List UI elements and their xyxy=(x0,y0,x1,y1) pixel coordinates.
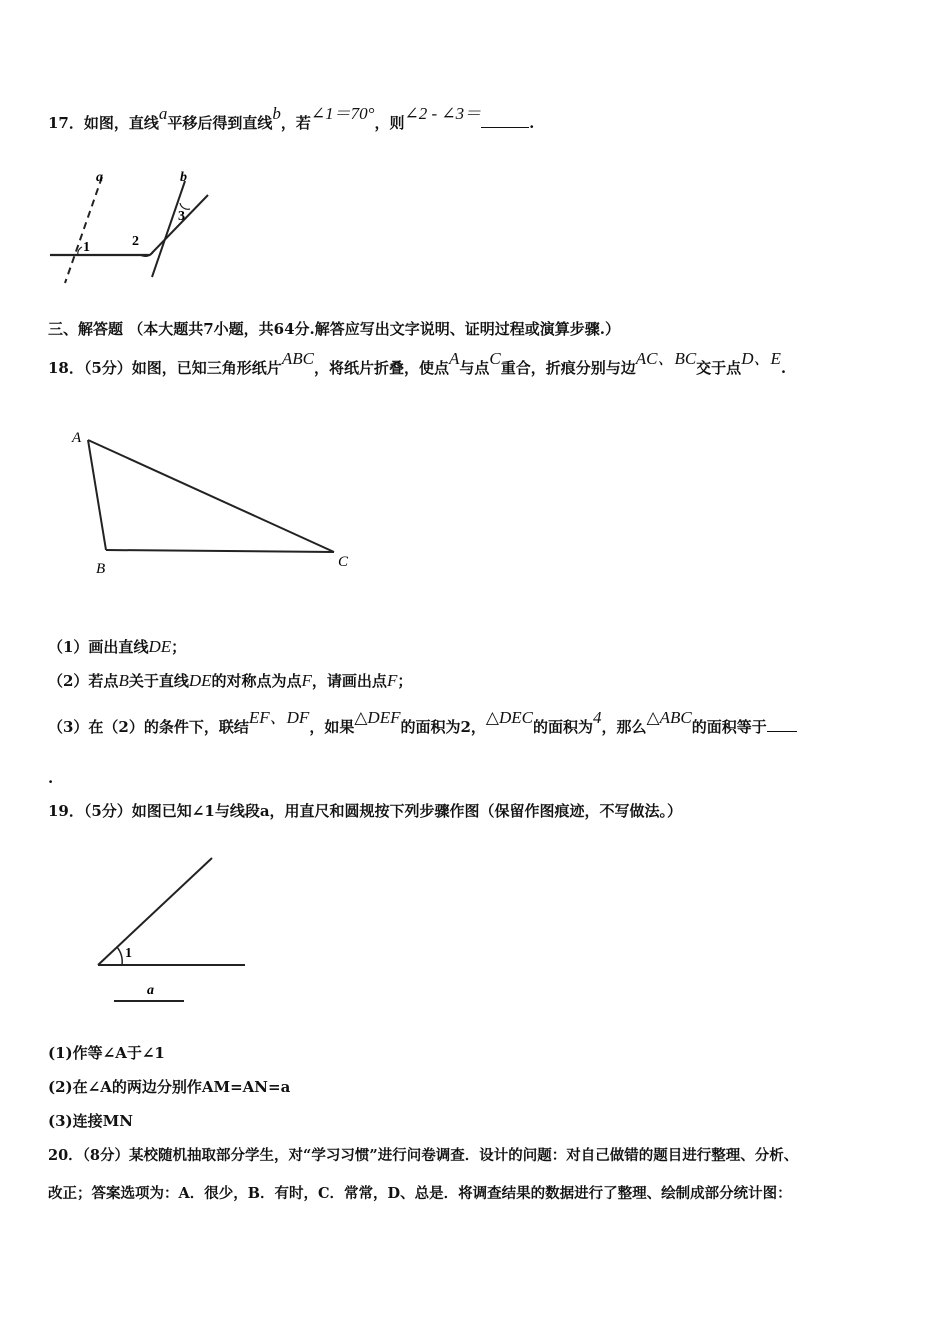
angle-label-2: 2 xyxy=(132,234,139,249)
figure-18-triangle xyxy=(60,420,370,590)
q20-line1: 20．（8分）某校随机抽取部分学生，对“学习习惯”进行问卷调查．设计的问题：对自己做错的题目进行整理、分析、 xyxy=(48,1147,799,1164)
q18-part1: （1）画出直线DE； xyxy=(48,637,187,656)
q20-line2: 改正；答案选项为：A．很少，B．有时，C．常常，D、总是．将调查结果的数据进行了整理、绘制成部分统计图： xyxy=(48,1185,792,1202)
line-label-b: b xyxy=(180,170,187,185)
q17-number: 17． xyxy=(48,114,84,132)
q18-text: 18．（5分）如图，已知三角形纸片ABC，将纸片折叠，使点A与点C重合，折痕分别与边AC、BC交于点D、E. xyxy=(48,349,787,377)
vertex-label-a: A xyxy=(72,430,82,446)
q19-step1: (1)作等∠A于∠1 xyxy=(48,1044,165,1062)
q17-expression: ∠2 - ∠3＝ xyxy=(404,104,482,123)
q18-part3: （3）在（2）的条件下，联结EF、DF，如果△DEF的面积为2，△DEC的面积为4，那么△ABC的面积等于 xyxy=(48,717,797,737)
angle-label-1: 1 xyxy=(125,946,132,961)
answer-blank xyxy=(481,113,529,128)
vertex-label-b: B xyxy=(96,561,106,577)
angle-label-3: 3 xyxy=(178,209,185,224)
q19-text: 19．（5分）如图已知∠1与线段a，用直尺和圆规按下列步骤作图（保留作图痕迹，不写做法。） xyxy=(48,802,683,820)
segment-label-a: a xyxy=(147,983,154,998)
q18-part3-end: . xyxy=(48,769,54,787)
q18-part2: （2）若点B关于直线DE的对称点为点F，请画出点F； xyxy=(48,671,413,690)
q17-text: 17．如图，直线a平移后得到直线b，若∠1＝70°，则∠2 - ∠3＝ . xyxy=(48,104,535,132)
figure-17 xyxy=(40,165,230,290)
vertex-label-c: C xyxy=(338,554,349,570)
angle-label-1: 1 xyxy=(83,240,90,255)
q17-angle1: ∠1＝70° xyxy=(310,104,375,123)
section-heading: 三、解答题 （本大题共7小题，共64分.解答应写出文字说明、证明过程或演算步骤.） xyxy=(48,320,620,338)
q19-step3: (3)连接MN xyxy=(48,1112,133,1130)
figure-19-angle xyxy=(90,850,260,1010)
q19-step2: (2)在∠A的两边分别作AM=AN=a xyxy=(48,1078,291,1096)
answer-blank xyxy=(767,717,797,732)
line-label-a: a xyxy=(96,170,103,185)
